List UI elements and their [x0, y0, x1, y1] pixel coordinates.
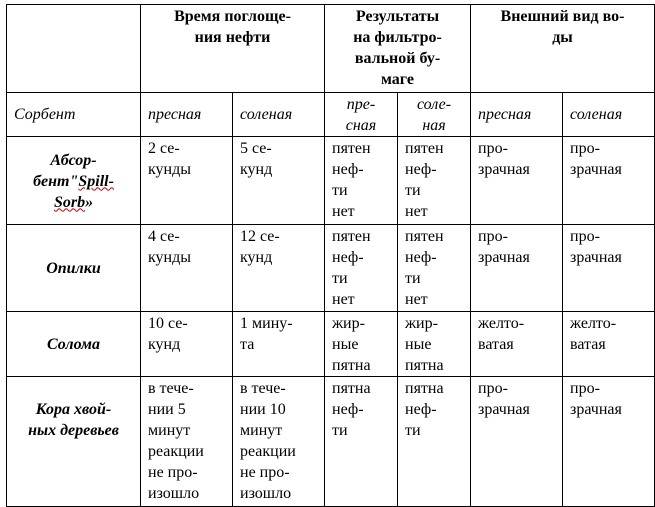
sorbent-comparison-table — [6, 4, 655, 507]
cell-filter-fresh: пятен неф- ти нет — [325, 225, 398, 312]
subheader-water-salt: соленая — [563, 93, 655, 137]
cell-filter-salt: жир- ные пятна — [398, 312, 471, 377]
cell-filter-salt: пятна неф- ти — [398, 377, 471, 507]
cell-filter-salt: пятен неф- ти нет — [398, 225, 471, 312]
subheader-time-salt: соленая — [233, 93, 325, 137]
cell-time-fresh: 4 се- кунды — [141, 225, 233, 312]
cell-water-salt: про- зрачная — [563, 137, 655, 225]
row-sorbent-name: Кора хвой- ных деревьев — [7, 377, 141, 507]
cell-time-fresh: 10 се- кунд — [141, 312, 233, 377]
subheader-sorbent: Сорбент — [7, 93, 141, 137]
cell-water-fresh: про- зрачная — [471, 377, 563, 507]
cell-time-fresh: в тече- нии 5 минут реакции не про- изошло — [141, 377, 233, 507]
header-water-appearance: Внешний вид во- ды — [471, 5, 655, 93]
table-row — [7, 137, 655, 225]
subheader-row — [7, 93, 655, 137]
cell-water-salt: про- зрачная — [563, 225, 655, 312]
cell-time-salt: 5 се- кунд — [233, 137, 325, 225]
cell-time-salt: 12 се- кунд — [233, 225, 325, 312]
cell-time-salt: в тече- нии 10 минут реакции не про- изошло — [233, 377, 325, 507]
spill-sorb-brand: Spill- Sorb — [53, 172, 114, 211]
sorbent-name-part: Абсор- бент" — [33, 151, 97, 190]
header-sorbent-blank — [7, 5, 141, 93]
cell-water-fresh: желто- ватая — [471, 312, 563, 377]
cell-time-salt: 1 мину- та — [233, 312, 325, 377]
cell-water-salt: желто- ватая — [563, 312, 655, 377]
header-oil-absorption-time: Время поглоще- ния нефти — [141, 5, 325, 93]
cell-filter-salt: пятен неф- ти нет — [398, 137, 471, 225]
subheader-filter-fresh: пре- сная — [325, 93, 398, 137]
row-sorbent-name — [7, 137, 141, 225]
cell-filter-fresh: жир- ные пятна — [325, 312, 398, 377]
table-row — [7, 225, 655, 312]
cell-filter-fresh: пятен неф- ти нет — [325, 137, 398, 225]
cell-time-fresh: 2 се- кунды — [141, 137, 233, 225]
table-row — [7, 312, 655, 377]
header-filter-paper-results: Результаты на фильтро- вальной бу- маге — [325, 5, 471, 93]
table-row — [7, 377, 655, 507]
header-row — [7, 5, 655, 93]
cell-water-fresh: про- зрачная — [471, 137, 563, 225]
row-sorbent-name: Опилки — [7, 225, 141, 312]
cell-water-salt: про- зрачная — [563, 377, 655, 507]
subheader-time-fresh: пресная — [141, 93, 233, 137]
sorbent-name-quote: » — [85, 193, 94, 211]
cell-filter-fresh: пятна неф- ти — [325, 377, 398, 507]
subheader-filter-salt: соле- ная — [398, 93, 471, 137]
subheader-water-fresh: пресная — [471, 93, 563, 137]
row-sorbent-name: Солома — [7, 312, 141, 377]
cell-water-fresh: про- зрачная — [471, 225, 563, 312]
